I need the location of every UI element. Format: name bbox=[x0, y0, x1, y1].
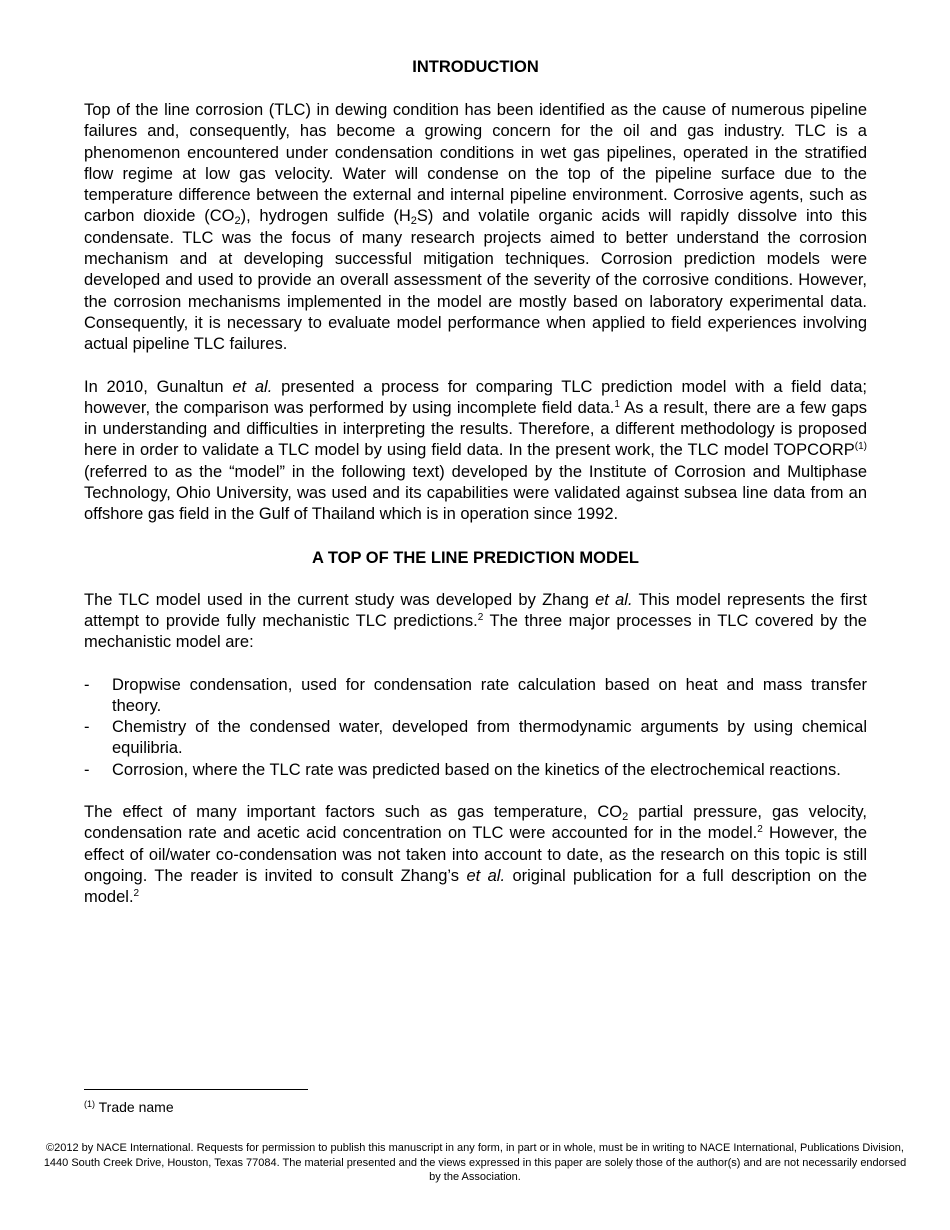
footnote bbox=[84, 1098, 174, 1116]
text-run: S) and volatile organic acids will rapidly dissolve into this condensate. TLC was the focus of many research projects aimed to better understand the corrosion mechanism and at developing successful mitigation techniques. Corrosion prediction models were developed and used to provide an overall assessment of the severity of the corrosive conditions. However, the corrosion mechanisms implemented in the model are mostly based on laboratory experimental data. Consequently, it is necessary to evaluate model performance when applied to field experiences involving actual pipeline TLC failures. bbox=[84, 207, 867, 354]
footnote-marker: (1) bbox=[84, 1099, 95, 1109]
text-run: However, the effect of oil/water co-condensation was not taken into account to date, as the research on this topic is still ongoing. The reader is invited to consult Zhang’s bbox=[84, 824, 867, 885]
list-item bbox=[84, 675, 867, 718]
text-run: ), hydrogen sulfide (H bbox=[240, 207, 411, 226]
text-run: The three major processes in TLC covered by the mechanistic model are: bbox=[84, 611, 867, 652]
superscript: 2 bbox=[133, 888, 140, 900]
intro-paragraph-1 bbox=[84, 100, 867, 356]
text-run: presented a process for comparing TLC prediction model with a field data; however, the comparison was performed by using incomplete field data. bbox=[84, 377, 867, 417]
process-list bbox=[84, 675, 867, 781]
superscript: 1 bbox=[614, 398, 620, 410]
page-body bbox=[84, 56, 867, 909]
introduction-heading: INTRODUCTION bbox=[412, 58, 539, 76]
subscript: 2 bbox=[622, 811, 629, 824]
superscript: 2 bbox=[477, 611, 484, 623]
text-run: original publication for a full description on the model. bbox=[84, 866, 867, 907]
list-item bbox=[84, 717, 867, 760]
text-run: The effect of many important factors such as gas temperature, CO bbox=[84, 803, 623, 822]
text-run: As a result, there are a few gaps in understanding and difficulties in interpreting the results. Therefore, a different methodology is proposed here in order to validate a TLC model by using field data. In the present work, the TLC model TOPCORP bbox=[84, 398, 867, 460]
subscript: 2 bbox=[234, 215, 241, 228]
list-item-text: Corrosion, where the TLC rate was predicted based on the kinetics of the electrochemical reactions. bbox=[112, 760, 841, 779]
footnote-divider bbox=[84, 1089, 308, 1090]
text-run: The TLC model used in the current study was developed by Zhang bbox=[84, 590, 596, 609]
text-run: This model represents the first attempt to provide fully mechanistic TLC predictions. bbox=[84, 590, 867, 630]
list-marker: - bbox=[84, 718, 90, 737]
model-paragraph-2 bbox=[84, 802, 867, 908]
text-run: (referred to as the “model” in the following text) developed by the Institute of Corrosion and Multiphase Technology, Ohio University, was used and its capabilities were validated against subsea line data from an offshore gas field in the Gulf of Thailand which is in operation since 1992. bbox=[84, 462, 867, 524]
text-run: partial pressure, gas velocity, condensation rate and acetic acid concentration on TLC were accounted for in the model. bbox=[84, 803, 867, 843]
subscript: 2 bbox=[410, 215, 417, 228]
intro-paragraph-2 bbox=[84, 377, 867, 526]
list-item-text: Dropwise condensation, used for condensation rate calculation based on heat and mass transfer theory. bbox=[112, 675, 867, 715]
italic-text: et al. bbox=[466, 866, 506, 885]
list-item-text: Chemistry of the condensed water, developed from thermodynamic arguments by using chemical equilibria. bbox=[112, 718, 867, 758]
model-section-heading: A TOP OF THE LINE PREDICTION MODEL bbox=[312, 548, 639, 567]
model-paragraph-1 bbox=[84, 590, 867, 654]
superscript: (1) bbox=[854, 441, 867, 453]
text-run: In 2010, Gunaltun bbox=[84, 377, 233, 396]
list-marker: - bbox=[84, 760, 90, 779]
list-marker: - bbox=[84, 675, 90, 694]
superscript: 2 bbox=[757, 824, 763, 836]
italic-text: et al. bbox=[232, 377, 273, 396]
italic-text: et al. bbox=[595, 590, 633, 609]
text-run: Top of the line corrosion (TLC) in dewing condition has been identified as the cause of numerous pipeline failures and, consequently, has become a growing concern for the oil and gas industry. TLC is a phenomenon encountered under condensation conditions in wet gas pipelines, operated in the stratified flow regime at low gas velocity. Water will condense on the top of the pipeline surface due to the temperature difference between the external and internal pipeline environment. Corrosive agents, such as carbon dioxide (CO bbox=[84, 101, 867, 226]
list-item bbox=[84, 760, 867, 781]
copyright-notice: ©2012 by NACE International. Requests for permission to publish this manuscript in any form, in part or in whole, must be in writing to NACE International, Publications Division, 1440 South Creek Drive, Houston, Texas 77084. The material presented and the views expressed in this paper are solely those of the author(s) and are not necessarily endorsed by the Association. bbox=[43, 1142, 907, 1183]
footnote-text: Trade name bbox=[98, 1099, 174, 1115]
